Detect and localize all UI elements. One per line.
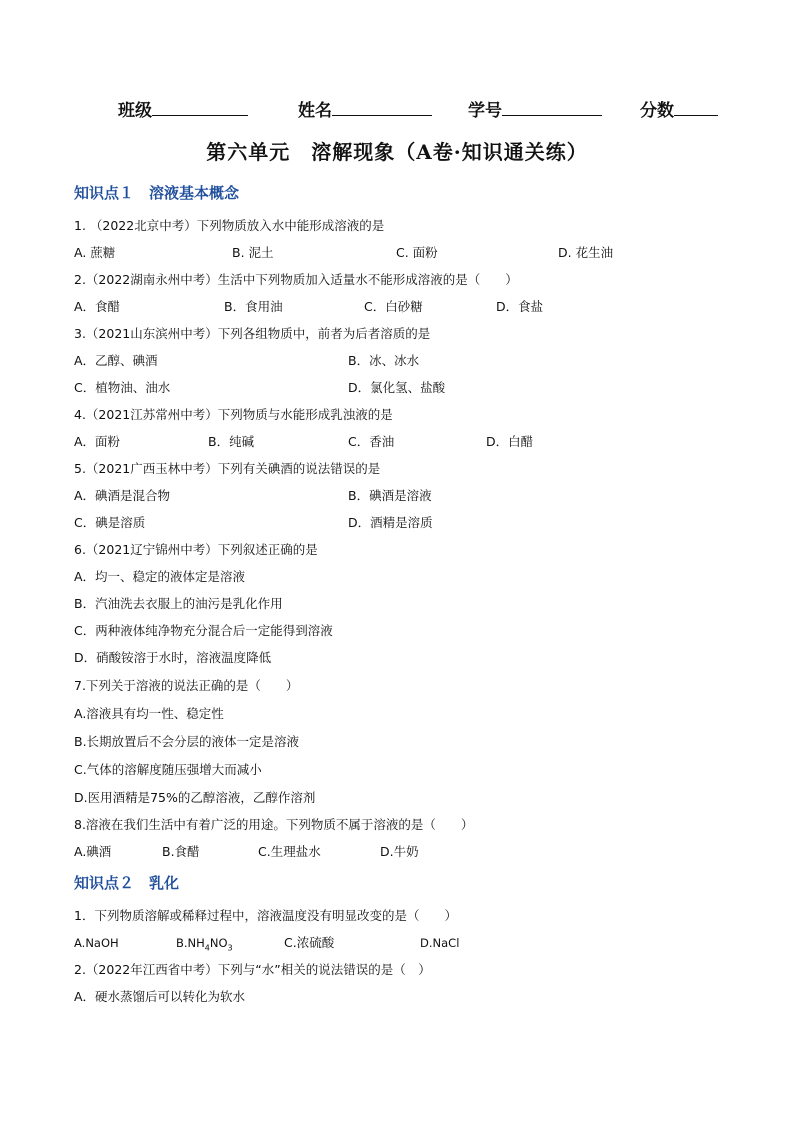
option-b: B．汽油洗去衣服上的油污是乳化作用 <box>74 596 283 611</box>
option-c: C．植物油、油水 <box>74 380 171 395</box>
question-stem: 1．下列物质溶解或稀释过程中，溶液温度没有明显改变的是（ ） <box>74 908 457 923</box>
class-field <box>118 96 248 121</box>
score-label: 分数 <box>640 101 674 121</box>
section-heading-1: 知识点１ 溶液基本概念 <box>74 184 240 202</box>
option-d: D.医用酒精是75%的乙醇溶液，乙醇作溶剂 <box>74 790 316 805</box>
question-stem: 2.（2022年江西省中考）下列与“水”相关的说法错误的是（ ） <box>74 962 431 977</box>
question-stem: 4.（2021江苏常州中考）下列物质与水能形成乳浊液的是 <box>74 407 393 422</box>
name-field <box>298 96 432 121</box>
option-d: D.牛奶 <box>380 844 419 859</box>
option-d: D.NaCl <box>420 936 460 950</box>
option-b: $B.NH_4NO_3$ <box>176 936 233 953</box>
option-c: C．碘是溶质 <box>74 515 146 530</box>
option-b: B．食用油 <box>224 299 283 314</box>
option-a: A.碘酒 <box>74 844 112 859</box>
option-a: A．面粉 <box>74 434 121 449</box>
option-a: A．碘酒是混合物 <box>74 488 171 503</box>
id-label: 学号 <box>468 101 502 121</box>
class-blank[interactable] <box>152 99 248 116</box>
score-field <box>640 96 718 121</box>
name-blank[interactable] <box>332 99 432 116</box>
option-a: A．均一、稳定的液体定是溶液 <box>74 569 246 584</box>
option-b: B. 泥土 <box>232 245 274 260</box>
option-c: C.气体的溶解度随压强增大而减小 <box>74 762 262 777</box>
option-a: A．食醋 <box>74 299 121 314</box>
option-c: C.生理盐水 <box>258 844 321 859</box>
option-c: C．香油 <box>348 434 395 449</box>
option-a: A.溶液具有均一性、稳定性 <box>74 706 224 721</box>
option-d: D. 花生油 <box>558 245 614 260</box>
question-stem: 1. （2022北京中考）下列物质放入水中能形成溶液的是 <box>74 218 385 233</box>
option-b: B.食醋 <box>162 844 200 859</box>
option-c: C．两种液体纯净物充分混合后一定能得到溶液 <box>74 623 333 638</box>
page-title: 第六单元 溶解现象（A卷·知识通关练） <box>206 140 588 164</box>
option-d: D．食盐 <box>496 299 544 314</box>
option-d: D．白醋 <box>486 434 534 449</box>
student-info-row <box>118 96 728 122</box>
id-field <box>468 96 602 121</box>
class-label: 班级 <box>118 101 152 121</box>
question-stem: 3.（2021山东滨州中考）下列各组物质中，前者为后者溶质的是 <box>74 326 431 341</box>
option-d: D．硝酸铵溶于水时，溶液温度降低 <box>74 650 272 665</box>
option-a: A. 蔗糖 <box>74 245 116 260</box>
option-d: D．氯化氢、盐酸 <box>348 380 446 395</box>
option-b: B．冰、冰水 <box>348 353 420 368</box>
id-blank[interactable] <box>502 99 602 116</box>
option-b: B.长期放置后不会分层的液体一定是溶液 <box>74 734 300 749</box>
option-c: C. 面粉 <box>396 245 438 260</box>
option-a: A．乙醇、碘酒 <box>74 353 158 368</box>
option-a: A．硬水蒸馏后可以转化为软水 <box>74 989 246 1004</box>
question-stem: 6.（2021辽宁锦州中考）下列叙述正确的是 <box>74 542 318 557</box>
name-label: 姓名 <box>298 101 332 121</box>
question-stem: 8.溶液在我们生活中有着广泛的用途。下列物质不属于溶液的是（ ） <box>74 817 474 832</box>
option-b: B．碘酒是溶液 <box>348 488 432 503</box>
question-stem: 2.（2022湖南永州中考）生活中下列物质加入适量水不能形成溶液的是（ ） <box>74 272 518 287</box>
question-stem: 5.（2021广西玉林中考）下列有关碘酒的说法错误的是 <box>74 461 381 476</box>
option-b: B．纯碱 <box>208 434 255 449</box>
option-d: D．酒精是溶质 <box>348 515 433 530</box>
question-stem: 7.下列关于溶液的说法正确的是（ ） <box>74 678 299 693</box>
option-a: A.NaOH <box>74 936 119 950</box>
option-c: C．白砂糖 <box>364 299 423 314</box>
score-blank[interactable] <box>674 99 718 116</box>
option-c: C.浓硫酸 <box>284 935 335 950</box>
section-heading-2: 知识点２ 乳化 <box>74 874 180 892</box>
